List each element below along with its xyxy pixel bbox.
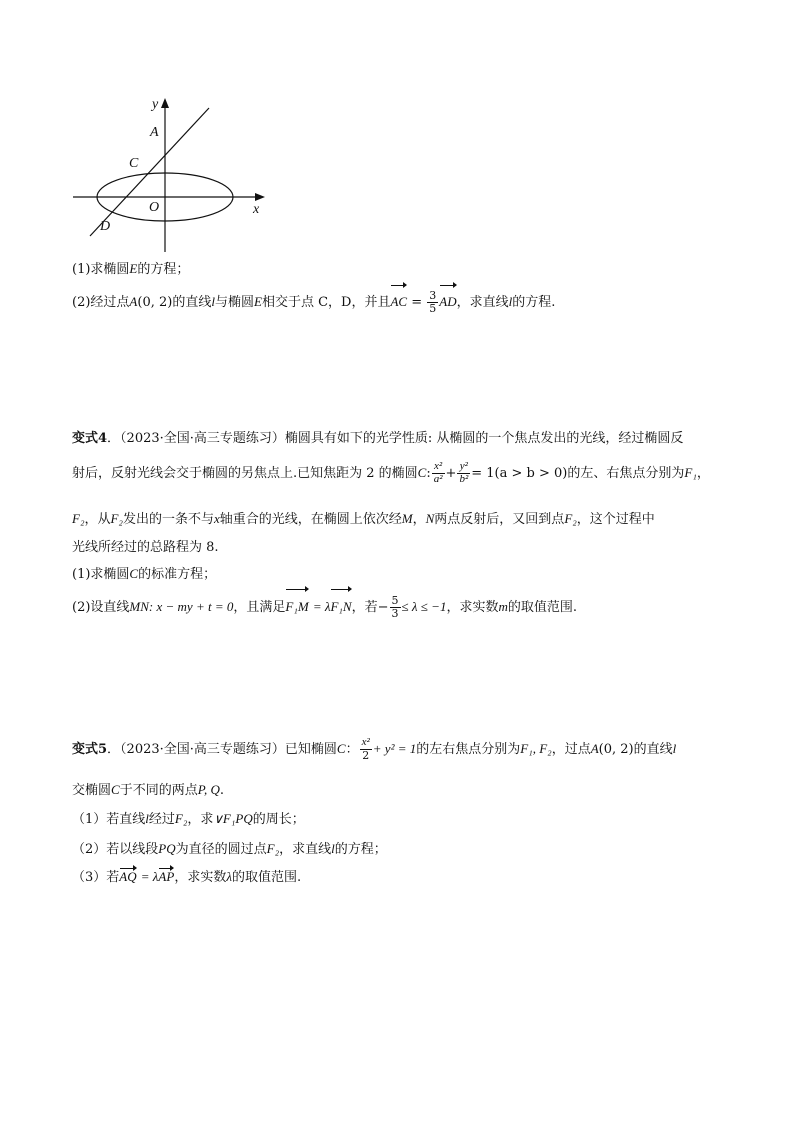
label-y: y bbox=[152, 97, 159, 112]
fraction-5-3: $\frac{5}{3}$ bbox=[391, 594, 399, 620]
prob5-q2: （2）若以线段PQ为直径的圆过点F₂，求直线l的方程； bbox=[72, 841, 387, 857]
prob4-q2: (2)设直线MN: x − my + t = 0，且满足F₁M = λF₁N，若− $\frac{5}{3}$ ≤ λ ≤ −1，求实数m的取值范围. bbox=[72, 590, 577, 625]
x-axis-arrow bbox=[255, 193, 265, 201]
y-axis-arrow bbox=[161, 98, 169, 108]
label-x: x bbox=[253, 202, 260, 217]
label-A: A bbox=[150, 125, 159, 140]
label-C: C bbox=[129, 156, 139, 171]
prob3-q1: (1)求椭圆E的方程； bbox=[72, 261, 190, 277]
prob4-line2: 射后，反射光线会交于椭圆的另焦点上.已知焦距为 2 的椭圆C: $\frac{\text{x²}}{\text{a²}}$ + $\frac{\text{y²}}{\text{b²}}$ = 1(a > b > 0)的左、右焦点分别为F₁， bbox=[72, 460, 710, 485]
prob5-line1: 变式5．（2023·全国·高三专题练习）已知椭圆C： $\frac{\text{x²}}{2}$ + y² = 1的左右焦点分别为F₁, F₂，过点A(0, 2)的直线l bbox=[72, 736, 677, 762]
prob5-line2: 交椭圆C于不同的两点P, Q. bbox=[72, 782, 224, 798]
label-D: D bbox=[100, 219, 111, 234]
prob4-line3: F₂，从F₂发出的一条不与x轴重合的光线，在椭圆上依次经M，N两点反射后，又回到点F₂，这个过程中 bbox=[72, 511, 655, 527]
prob4-label: 变式4 bbox=[72, 431, 108, 446]
prob4-q1: (1)求椭圆C的标准方程； bbox=[72, 566, 217, 582]
ellipse-figure bbox=[70, 90, 270, 255]
label-O: O bbox=[149, 200, 160, 215]
prob5-q3: （3）若AQ = λAP，求实数λ的取值范围. bbox=[72, 869, 302, 885]
prob4-line1: 变式4．（2023·全国·高三专题练习）椭圆具有如下的光学性质: 从椭圆的一个焦点发出的光线，经过椭圆反 bbox=[72, 431, 684, 446]
prob5-q1: （1）若直线l经过F₂，求∨F₁PQ的周长； bbox=[72, 811, 305, 827]
prob3-q2: (2)经过点A(0, 2)的直线l与椭圆E相交于点 C，D，并且AC = $\frac{3}{5}$ AD，求直线l的方程. bbox=[72, 286, 555, 319]
prob5-label: 变式5 bbox=[72, 742, 108, 757]
prob4-line4: 光线所经过的总路程为 8. bbox=[72, 540, 219, 555]
fraction-3-5: $\frac{3}{5}$ bbox=[429, 289, 437, 315]
